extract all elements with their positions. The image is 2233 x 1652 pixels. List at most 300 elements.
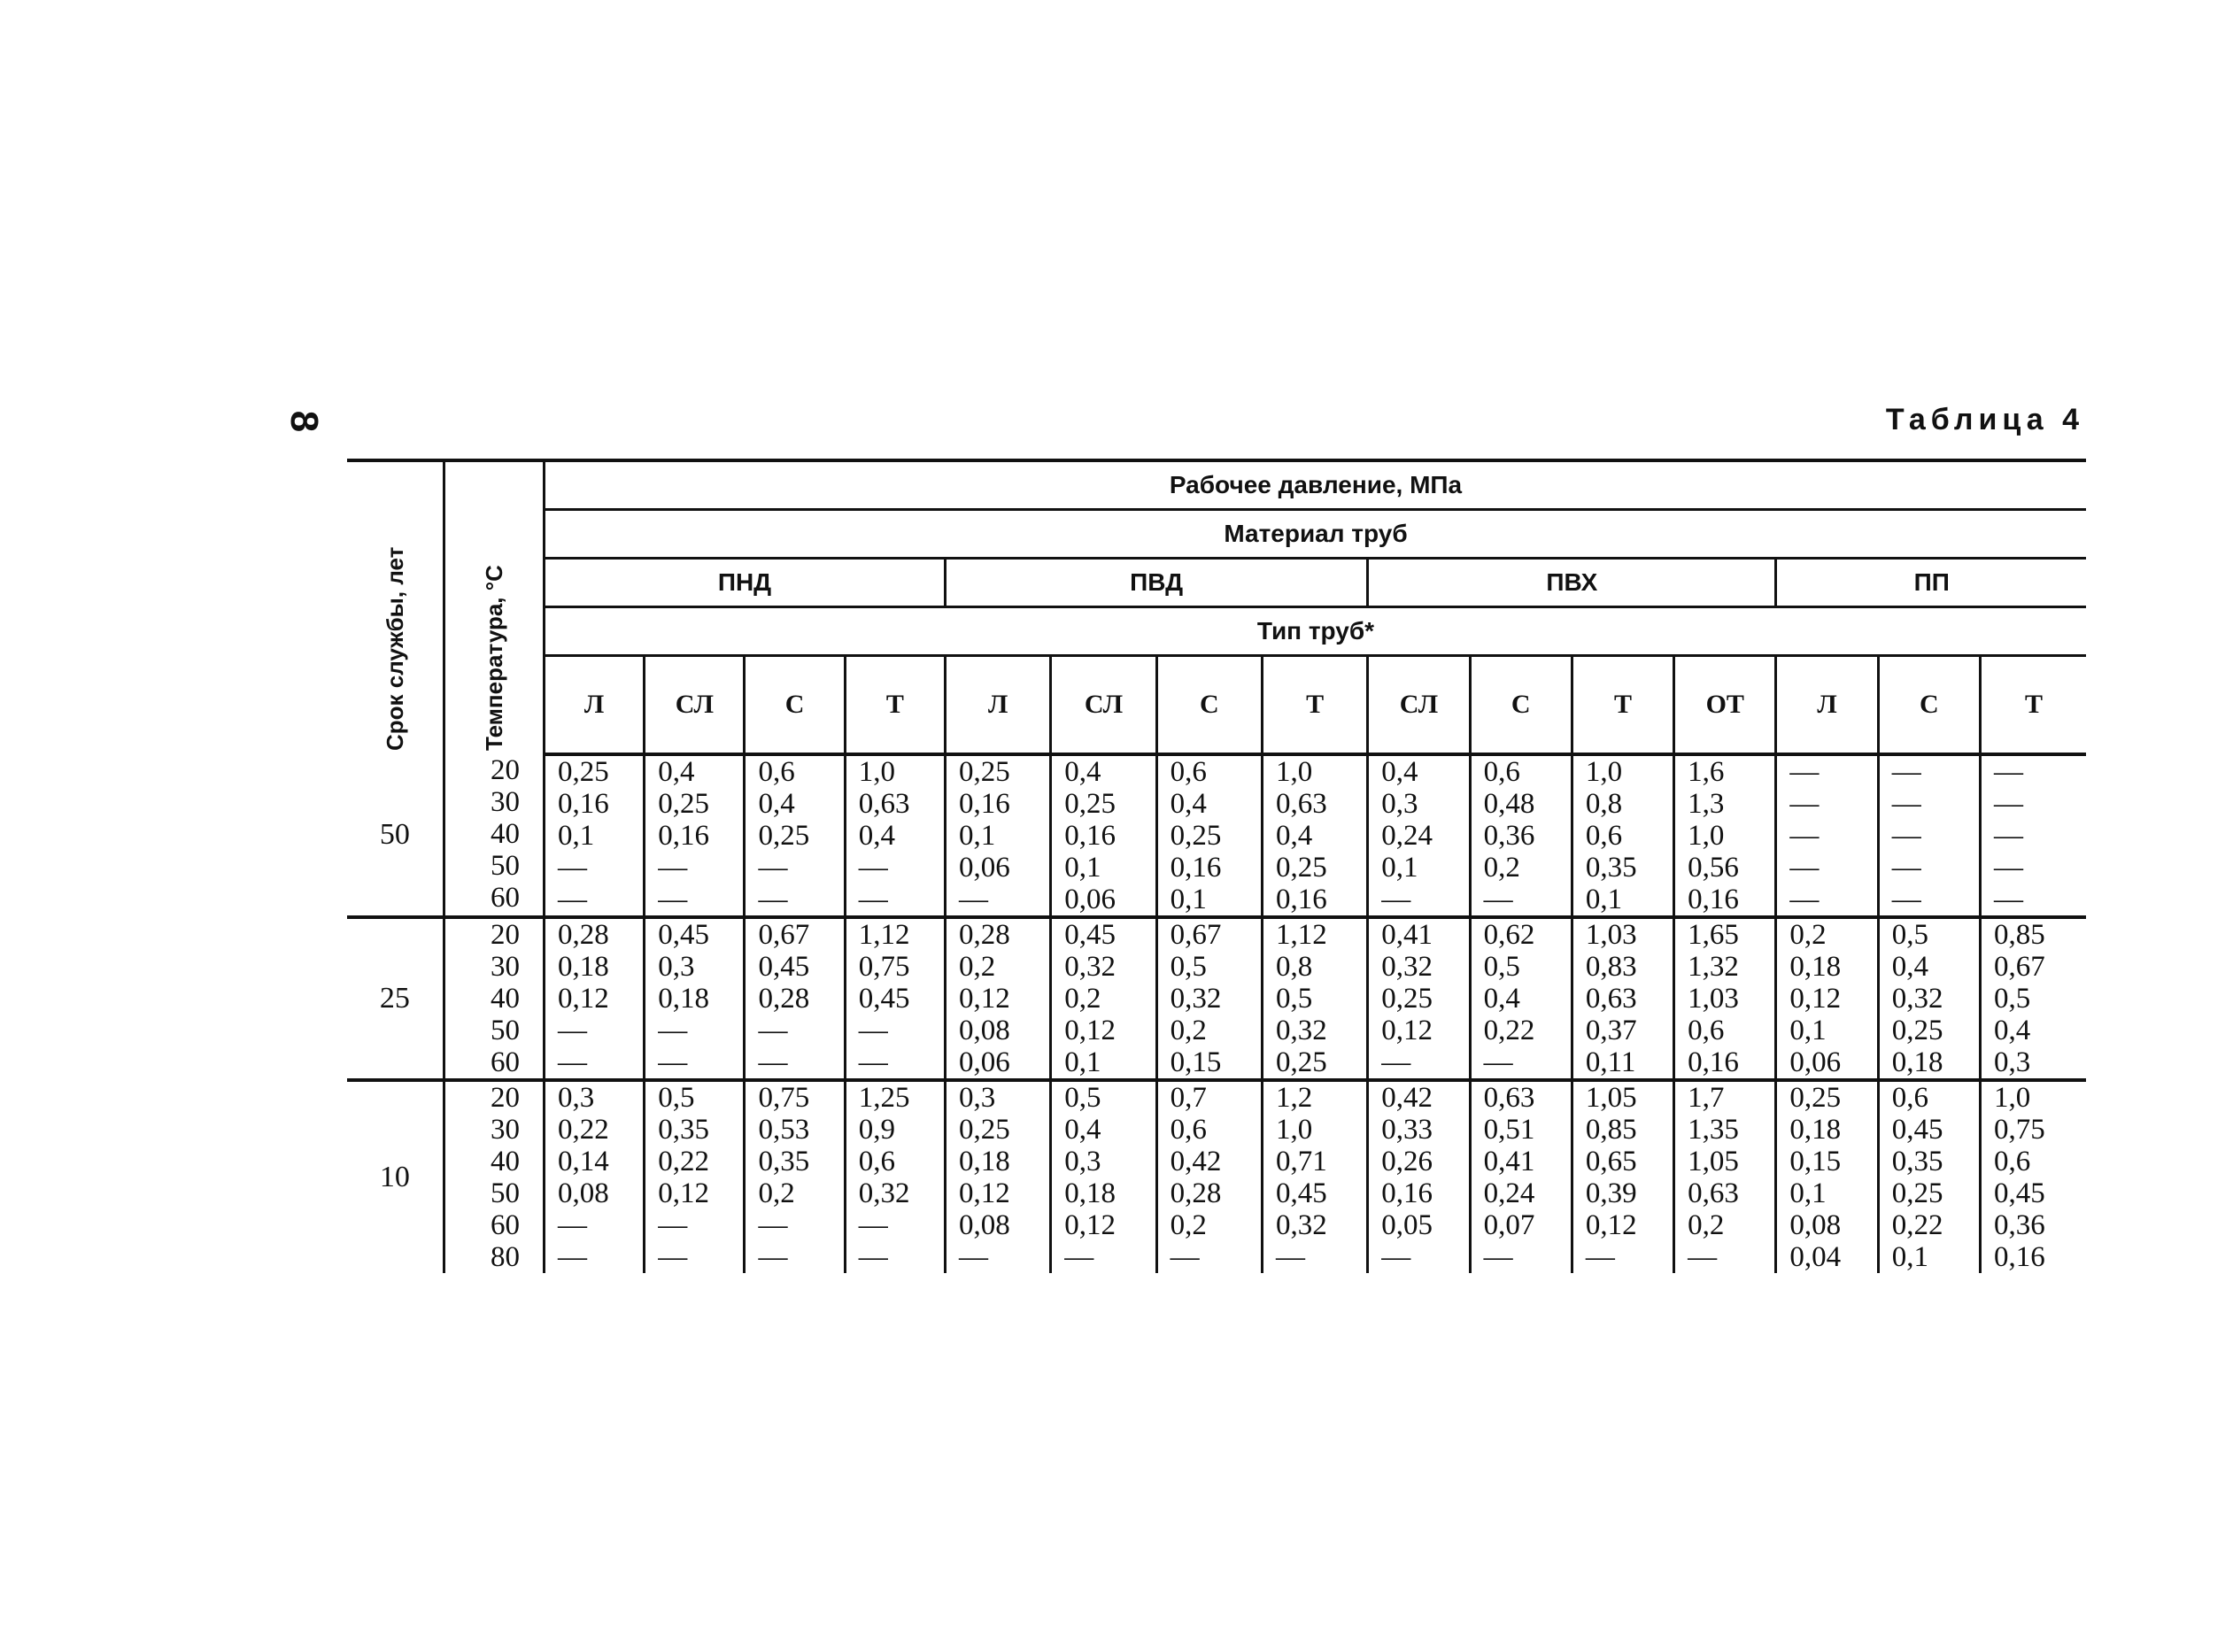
material-pvd: ПВД [945, 559, 1367, 607]
temperature-value: 60 [490, 1209, 520, 1241]
pressure-value: 0,25 [758, 820, 810, 852]
pressure-value: 0,4 [658, 756, 695, 788]
pressure-value: 0,33 [1381, 1114, 1433, 1146]
pressure-cell [1878, 1080, 1980, 1273]
pressure-cell [945, 1080, 1050, 1273]
pressure-cell [1572, 1080, 1673, 1273]
pressure-cell [1470, 754, 1572, 917]
pressure-value: 0,63 [858, 788, 910, 820]
pressure-value: 0,45 [1891, 1114, 1943, 1146]
pressure-value: 0,4 [1483, 983, 1520, 1015]
pressure-cell [845, 917, 945, 1080]
pressure-cell [1674, 1080, 1776, 1273]
pressure-value: — [658, 1015, 688, 1046]
pressure-value: 0,45 [1275, 1177, 1327, 1209]
pressure-value: — [658, 1241, 688, 1273]
pressure-value: 0,24 [1483, 1177, 1535, 1209]
pressure-value: 0,51 [1483, 1114, 1535, 1146]
pressure-value: — [858, 884, 888, 915]
pressure-value: 1,03 [1688, 983, 1739, 1015]
pressure-value: 1,0 [1688, 820, 1725, 852]
pressure-value: 0,83 [1585, 951, 1637, 983]
pipe-type-header-cell: Т [1572, 656, 1673, 755]
temperature-value: 30 [490, 786, 520, 818]
temperature-value: 30 [490, 951, 520, 983]
pressure-value: 0,62 [1483, 919, 1535, 951]
pressure-value: 0,2 [1688, 1209, 1725, 1241]
pressure-value: — [1789, 820, 1820, 852]
pressure-value: — [1891, 884, 1921, 915]
pressure-value: 0,6 [1891, 1082, 1928, 1114]
pressure-value: 0,12 [1064, 1015, 1116, 1046]
temperature-value: 40 [490, 1146, 520, 1177]
pressure-value: 1,0 [1585, 756, 1623, 788]
pressure-value: 0,5 [1483, 951, 1520, 983]
pressure-value: 0,4 [1064, 756, 1101, 788]
pressure-value: 1,12 [858, 919, 910, 951]
pressure-value: 0,25 [958, 756, 1010, 788]
pressure-value: 0,5 [1064, 1082, 1101, 1114]
pressure-value: 0,2 [1170, 1209, 1207, 1241]
pressure-value: 0,67 [758, 919, 810, 951]
pressure-cell [1674, 917, 1776, 1080]
pressure-value: 0,32 [1381, 951, 1433, 983]
pressure-value: 0,12 [958, 1177, 1010, 1209]
pressure-value: 0,28 [557, 919, 609, 951]
pressure-cell [544, 1080, 644, 1273]
pressure-value: 0,25 [1064, 788, 1116, 820]
pressure-cell [1368, 1080, 1470, 1273]
pressure-value: 0,1 [1064, 1046, 1101, 1078]
pressure-value: — [1789, 788, 1820, 820]
service-life-header [347, 460, 444, 754]
pressure-value: — [1381, 1241, 1411, 1273]
pressure-value: 1,32 [1688, 951, 1739, 983]
table-row [347, 917, 2086, 1080]
pressure-value: 0,25 [1891, 1177, 1943, 1209]
pipe-type-header-cell: ОТ [1674, 656, 1776, 755]
pressure-value: 1,2 [1275, 1082, 1313, 1114]
pipe-type-header-cell: Т [845, 656, 945, 755]
pipe-type-header: Тип труб* [544, 607, 2086, 656]
pressure-value: 0,4 [1170, 788, 1207, 820]
pressure-value: — [1064, 1241, 1094, 1273]
pressure-value: 0,2 [1170, 1015, 1207, 1046]
pressure-value: 0,45 [1993, 1177, 2045, 1209]
pressure-value: 0,06 [1789, 1046, 1842, 1078]
pressure-value: 0,25 [1891, 1015, 1943, 1046]
pressure-cell [1980, 754, 2086, 917]
pressure-value: 0,22 [557, 1114, 609, 1146]
pressure-value: 0,12 [1585, 1209, 1637, 1241]
pressure-value: — [758, 1209, 788, 1241]
pressure-value: 0,35 [658, 1114, 709, 1146]
pressure-value: 0,6 [858, 1146, 895, 1177]
pressure-value: 0,18 [1789, 951, 1842, 983]
pressure-value: — [858, 852, 888, 884]
pressure-value: 0,75 [758, 1082, 810, 1114]
temperature-value: 40 [490, 983, 520, 1015]
pressure-value: 1,0 [1275, 756, 1313, 788]
pressure-value: 0,12 [1789, 983, 1842, 1015]
pressure-value: 0,85 [1585, 1114, 1637, 1146]
pressure-value: — [958, 884, 988, 915]
pressure-cell [1980, 917, 2086, 1080]
pressure-value: 0,5 [658, 1082, 695, 1114]
pressure-value: 0,85 [1993, 919, 2045, 951]
pressure-value: 0,22 [1483, 1015, 1535, 1046]
material-pvh: ПВХ [1368, 559, 1776, 607]
pressure-cell [1878, 917, 1980, 1080]
pressure-value: 0,3 [1381, 788, 1418, 820]
pressure-value: 0,32 [1064, 951, 1116, 983]
pressure-value: 0,25 [1275, 852, 1327, 884]
pressure-value: 0,16 [1170, 852, 1222, 884]
pressure-cell [1156, 917, 1262, 1080]
pipe-type-header-cell: Т [1262, 656, 1367, 755]
pressure-cell [1776, 917, 1878, 1080]
pressure-value: 0,4 [1064, 1114, 1101, 1146]
pressure-table [347, 459, 2086, 1273]
pressure-value: 0,08 [958, 1209, 1010, 1241]
pressure-value: 0,15 [1170, 1046, 1222, 1078]
page-number: 8 [282, 410, 326, 433]
pressure-value: 0,2 [1483, 852, 1520, 884]
pressure-cell [1470, 917, 1572, 1080]
pressure-value: 0,2 [958, 951, 996, 983]
pressure-cell [645, 754, 745, 917]
pressure-value: 0,16 [1688, 1046, 1739, 1078]
pressure-value: 0,3 [1064, 1146, 1101, 1177]
pressure-value: 1,3 [1688, 788, 1725, 820]
pressure-value: 0,7 [1170, 1082, 1207, 1114]
pressure-value: — [1688, 1241, 1718, 1273]
pressure-cell [745, 917, 845, 1080]
temperature-value: 50 [490, 850, 520, 882]
pressure-value: 0,28 [958, 919, 1010, 951]
table-row [347, 754, 2086, 917]
pipe-type-header-cell: С [1878, 656, 1980, 755]
pressure-cell [1980, 1080, 2086, 1273]
pressure-value: 0,75 [858, 951, 910, 983]
pressure-value: 0,2 [758, 1177, 795, 1209]
pressure-value: 0,67 [1170, 919, 1222, 951]
pressure-cell [1470, 1080, 1572, 1273]
pressure-value: 0,4 [1891, 951, 1928, 983]
pressure-cell [645, 1080, 745, 1273]
pressure-value: 0,4 [758, 788, 795, 820]
pressure-value: 1,7 [1688, 1082, 1725, 1114]
pressure-value: 0,16 [1993, 1241, 2045, 1273]
pressure-value: 0,6 [1483, 756, 1520, 788]
temperature-value: 40 [490, 818, 520, 850]
pressure-value: 0,4 [858, 820, 895, 852]
temperature-value: 20 [490, 754, 520, 786]
service-life-label: Срок службы, лет [381, 546, 408, 751]
pressure-value: 0,25 [1789, 1082, 1842, 1114]
pressure-value: 0,08 [1789, 1209, 1842, 1241]
pressure-value: — [1993, 852, 2023, 884]
pressure-value: — [958, 1241, 988, 1273]
pressure-value: 0,1 [1170, 884, 1207, 915]
pressure-value: 0,05 [1381, 1209, 1433, 1241]
pressure-value: 1,6 [1688, 756, 1725, 788]
temperature-cell [444, 1080, 544, 1273]
pressure-cell [1262, 754, 1367, 917]
pressure-value: — [758, 1046, 788, 1078]
pressure-value: 0,22 [658, 1146, 709, 1177]
pressure-value: 0,18 [658, 983, 709, 1015]
pressure-cell [1878, 754, 1980, 917]
pressure-cell [645, 917, 745, 1080]
pressure-value: — [858, 1046, 888, 1078]
pressure-value: — [1993, 788, 2023, 820]
material-pp: ПП [1776, 559, 2086, 607]
pressure-value: 0,35 [758, 1146, 810, 1177]
pressure-value: 0,5 [1891, 919, 1928, 951]
pressure-value: 0,53 [758, 1114, 810, 1146]
pressure-value: 0,6 [1688, 1015, 1725, 1046]
pressure-value: 0,32 [1170, 983, 1222, 1015]
pressure-value: 0,08 [958, 1015, 1010, 1046]
pressure-value: — [758, 1015, 788, 1046]
pipe-type-header-cell: СЛ [645, 656, 745, 755]
pressure-value: 0,6 [1170, 756, 1207, 788]
pressure-value: 0,16 [1688, 884, 1739, 915]
pressure-value: 0,63 [1585, 983, 1637, 1015]
pressure-value: 0,12 [658, 1177, 709, 1209]
pressure-value: 0,4 [1993, 1015, 2031, 1046]
service-life-cell: 25 [347, 917, 444, 1080]
pressure-value: — [1483, 1046, 1513, 1078]
pressure-value: 0,32 [1275, 1209, 1327, 1241]
pressure-value: 0,22 [1891, 1209, 1943, 1241]
pressure-value: 1,05 [1688, 1146, 1739, 1177]
pressure-cell [1156, 1080, 1262, 1273]
pressure-value: 0,25 [557, 756, 609, 788]
pressure-value: — [1891, 820, 1921, 852]
pressure-value: — [1789, 852, 1820, 884]
pressure-value: — [1483, 884, 1513, 915]
pressure-value: 0,18 [557, 951, 609, 983]
pressure-value: 0,6 [758, 756, 795, 788]
material-pnd: ПНД [544, 559, 945, 607]
pressure-value: 0,1 [1891, 1241, 1928, 1273]
temperature-value: 30 [490, 1114, 520, 1146]
temperature-value: 20 [490, 1082, 520, 1114]
pressure-value: — [1483, 1241, 1513, 1273]
pressure-value: 0,24 [1381, 820, 1433, 852]
pressure-value: 0,16 [1064, 820, 1116, 852]
pressure-value: — [658, 884, 688, 915]
pressure-value: — [1891, 788, 1921, 820]
pressure-value: 0,25 [1381, 983, 1433, 1015]
pressure-value: 0,18 [1064, 1177, 1116, 1209]
material-header: Материал труб [544, 510, 2086, 559]
pressure-value: 0,26 [1381, 1146, 1433, 1177]
pressure-value: — [1993, 884, 2023, 915]
pressure-value: 0,28 [1170, 1177, 1222, 1209]
pipe-type-header-cell: Л [1776, 656, 1878, 755]
pressure-value: 0,12 [1064, 1209, 1116, 1241]
pressure-value: 0,6 [1993, 1146, 2031, 1177]
pressure-value: 1,25 [858, 1082, 910, 1114]
pressure-value: — [557, 1209, 587, 1241]
pressure-value: 0,1 [1381, 852, 1418, 884]
temperature-label: Температура, °С [480, 565, 507, 751]
pressure-value: 0,35 [1585, 852, 1637, 884]
temperature-value: 50 [490, 1015, 520, 1046]
pressure-value: 0,67 [1993, 951, 2045, 983]
pressure-value: — [1585, 1241, 1615, 1273]
pressure-value: 0,75 [1993, 1114, 2045, 1146]
table-row [347, 1080, 2086, 1273]
pressure-value: 0,63 [1688, 1177, 1739, 1209]
pressure-value: 0,3 [658, 951, 695, 983]
pressure-value: 0,11 [1585, 1046, 1636, 1078]
temperature-value: 80 [490, 1241, 520, 1273]
pressure-value: 0,8 [1585, 788, 1623, 820]
pressure-cell [544, 917, 644, 1080]
pressure-value: 0,2 [1789, 919, 1827, 951]
pressure-value: 0,1 [557, 820, 595, 852]
pressure-value: — [758, 884, 788, 915]
pressure-value: 0,18 [1789, 1114, 1842, 1146]
table-caption: Таблица 4 [1885, 403, 2084, 436]
pipe-type-header-cell: С [1470, 656, 1572, 755]
pressure-value: 0,4 [1381, 756, 1418, 788]
pressure-value: 0,12 [557, 983, 609, 1015]
pressure-cell [945, 917, 1050, 1080]
pressure-value: 1,12 [1275, 919, 1327, 951]
pressure-value: 0,6 [1170, 1114, 1207, 1146]
pipe-type-header-cell: Л [544, 656, 644, 755]
pressure-value: 0,37 [1585, 1015, 1637, 1046]
pressure-value: 0,06 [1064, 884, 1116, 915]
pressure-value: 0,32 [1891, 983, 1943, 1015]
pressure-value: 0,42 [1381, 1082, 1433, 1114]
pressure-value: — [1891, 756, 1921, 788]
pressure-cell [1776, 1080, 1878, 1273]
pressure-value: 1,65 [1688, 919, 1739, 951]
pressure-value: 0,12 [1381, 1015, 1433, 1046]
pressure-value: 1,0 [1275, 1114, 1313, 1146]
pressure-value: 0,45 [858, 983, 910, 1015]
pressure-value: 1,0 [1993, 1082, 2031, 1114]
pressure-value: 0,4 [1275, 820, 1313, 852]
pressure-value: — [1789, 756, 1820, 788]
pressure-value: — [1170, 1241, 1200, 1273]
pressure-cell [1368, 754, 1470, 917]
pipe-type-header-cell: Л [945, 656, 1050, 755]
pressure-value: 0,39 [1585, 1177, 1637, 1209]
pressure-value: 0,2 [1064, 983, 1101, 1015]
pressure-value: 0,1 [1789, 1015, 1827, 1046]
pressure-value: — [1891, 852, 1921, 884]
pressure-value: — [1993, 756, 2023, 788]
pressure-value: 0,36 [1993, 1209, 2045, 1241]
pipe-type-header-cell: СЛ [1051, 656, 1156, 755]
pressure-value: — [557, 1015, 587, 1046]
pressure-value: 0,18 [958, 1146, 1010, 1177]
pressure-value: 0,12 [958, 983, 1010, 1015]
pressure-cell [1572, 754, 1673, 917]
temperature-value: 50 [490, 1177, 520, 1209]
pressure-value: 0,45 [658, 919, 709, 951]
pressure-value: 0,25 [958, 1114, 1010, 1146]
pressure-value: — [658, 1046, 688, 1078]
pressure-value: 0,16 [557, 788, 609, 820]
pressure-value: 0,48 [1483, 788, 1535, 820]
pressure-value: 0,1 [958, 820, 996, 852]
pressure-value: — [658, 852, 688, 884]
pressure-value: — [557, 852, 587, 884]
pressure-cell [1674, 754, 1776, 917]
temperature-cell [444, 917, 544, 1080]
pipe-type-header-cell: Т [1980, 656, 2086, 755]
pressure-value: 0,36 [1483, 820, 1535, 852]
pressure-value: 1,35 [1688, 1114, 1739, 1146]
pressure-value: 0,16 [958, 788, 1010, 820]
pressure-value: 0,41 [1483, 1146, 1535, 1177]
pressure-value: 0,35 [1891, 1146, 1943, 1177]
pressure-value: 0,1 [1064, 852, 1101, 884]
pressure-value: 0,06 [958, 852, 1010, 884]
pressure-value: — [557, 1046, 587, 1078]
pressure-value: 0,45 [758, 951, 810, 983]
pressure-value: 1,03 [1585, 919, 1637, 951]
pressure-value: 0,71 [1275, 1146, 1327, 1177]
pressure-value: 0,16 [1381, 1177, 1433, 1209]
pressure-cell [1776, 754, 1878, 917]
pressure-value: 1,05 [1585, 1082, 1637, 1114]
service-life-cell: 10 [379, 1161, 410, 1193]
pressure-cell [745, 754, 845, 917]
pressure-value: — [658, 1209, 688, 1241]
temperature-value: 60 [490, 882, 520, 914]
pressure-value: 0,25 [658, 788, 709, 820]
pressure-cell [1051, 917, 1156, 1080]
pressure-cell [1262, 1080, 1367, 1273]
pressure-cell [1051, 1080, 1156, 1273]
pressure-value: 0,14 [557, 1146, 609, 1177]
pressure-value: — [858, 1241, 888, 1273]
pressure-value: 0,18 [1891, 1046, 1943, 1078]
pressure-cell [1051, 754, 1156, 917]
pressure-value: 0,3 [958, 1082, 996, 1114]
pressure-value: 0,1 [1585, 884, 1623, 915]
pressure-value: 0,41 [1381, 919, 1433, 951]
pipe-type-header-cell: С [745, 656, 845, 755]
pressure-value: — [557, 1241, 587, 1273]
pressure-value: — [758, 852, 788, 884]
temperature-cell [444, 754, 544, 917]
pressure-value: — [1381, 1046, 1411, 1078]
pressure-value: 0,1 [1789, 1177, 1827, 1209]
pressure-value: 0,65 [1585, 1146, 1637, 1177]
pressure-value: 0,5 [1275, 983, 1313, 1015]
service-life-cell: 50 [347, 754, 444, 917]
pressure-value: 0,5 [1170, 951, 1207, 983]
pressure-value: 0,8 [1275, 951, 1313, 983]
pressure-value: 1,0 [858, 756, 895, 788]
pressure-value: 0,32 [858, 1177, 910, 1209]
pressure-value: 0,9 [858, 1114, 895, 1146]
pressure-value: 0,45 [1064, 919, 1116, 951]
pressure-value: — [858, 1209, 888, 1241]
pressure-value: — [758, 1241, 788, 1273]
temperature-header [444, 460, 544, 754]
